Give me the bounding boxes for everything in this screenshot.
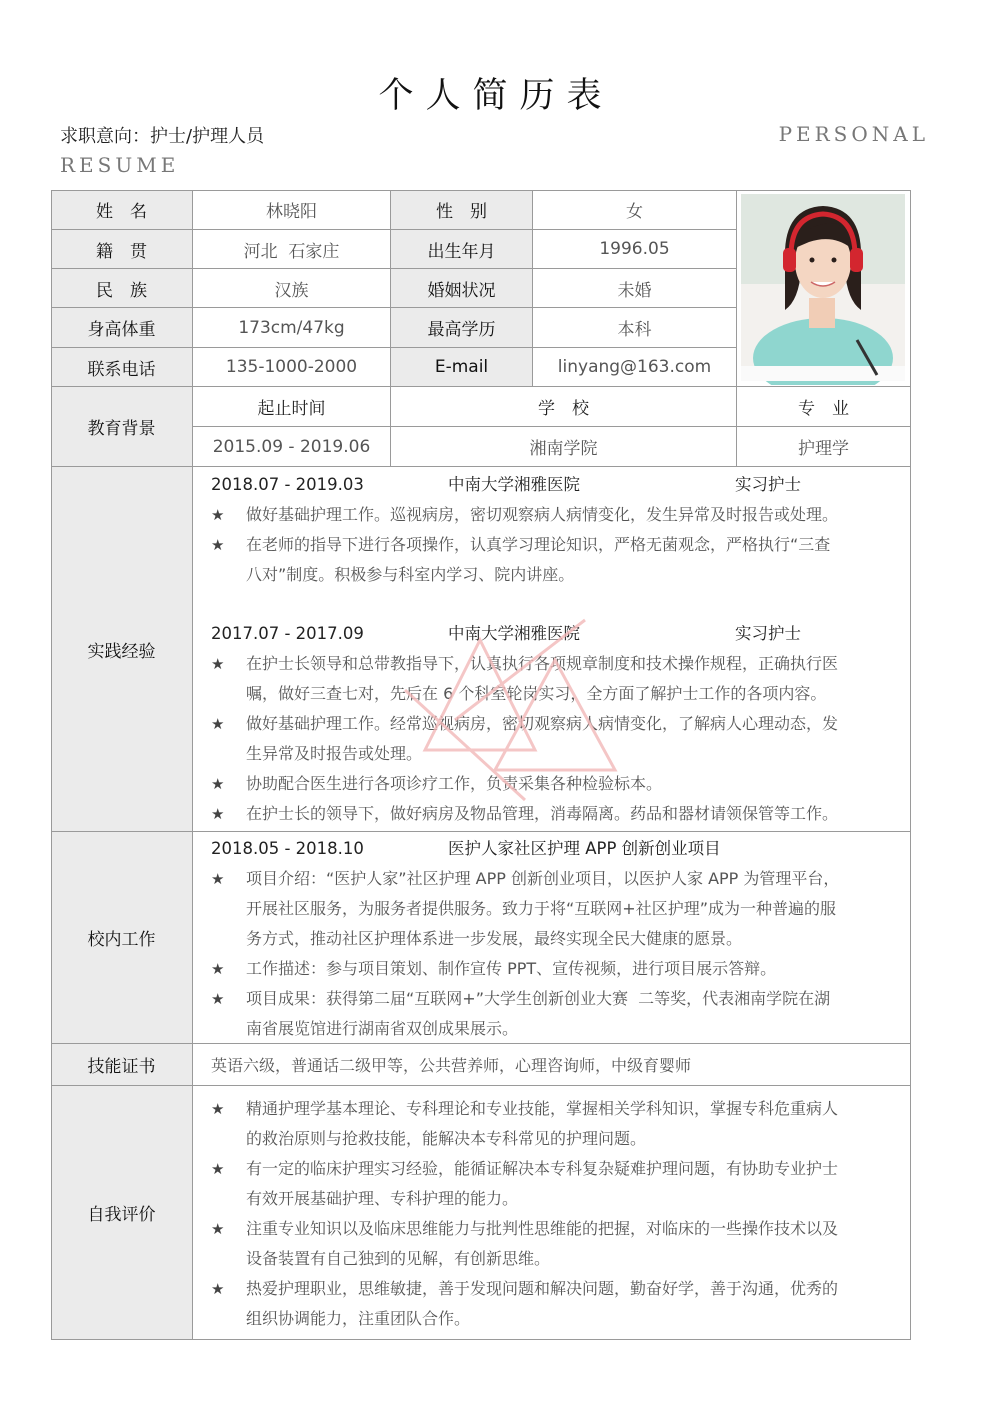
bullet-line: 的救治原则与抢救技能，能解决本专科常见的护理问题。 bbox=[246, 1129, 647, 1148]
education-major: 护理学 bbox=[737, 427, 911, 467]
name-value: 林晓阳 bbox=[193, 190, 391, 230]
bullet-line: 开展社区服务，为服务者提供服务。致力于将“互联网+社区护理”成为一种普遍的服 bbox=[246, 899, 836, 918]
practice-entry-header bbox=[211, 470, 900, 500]
list-item bbox=[211, 954, 900, 984]
bullet-line: 做好基础护理工作。巡视病房，密切观察病人病情变化，发生异常及时报告或处理。 bbox=[246, 505, 839, 524]
marital-value: 未婚 bbox=[533, 269, 737, 308]
campus-date: 2018.05 - 2018.10 bbox=[211, 839, 364, 858]
birth-value: 1996.05 bbox=[533, 230, 737, 269]
star-icon: ★ bbox=[211, 1100, 225, 1118]
skills-value: 英语六级，普通话二级甲等，公共营养师，心理咨询师，中级育婴师 bbox=[193, 1044, 911, 1086]
bullet-line: 设备装置有自己独到的见解，有创新思维。 bbox=[246, 1249, 551, 1268]
campus-content bbox=[193, 832, 911, 1044]
bullet-line: 精通护理学基本理论、专科理论和专业技能，掌握相关学科知识，掌握专科危重病人 bbox=[246, 1099, 839, 1118]
bullet-line: 务方式，推动社区护理体系进一步发展，最终实现全民大健康的愿景。 bbox=[246, 929, 743, 948]
practice-entry-role: 实习护士 bbox=[735, 475, 801, 494]
bullet-line: 嘱，做好三查七对，先后在 6 个科室轮岗实习，全方面了解护士工作的各项内容。 bbox=[246, 684, 827, 703]
campus-label: 校内工作 bbox=[51, 832, 193, 1044]
personal-heading: PERSONAL bbox=[778, 122, 929, 146]
campus-project: 医护人家社区护理 APP 创新创业项目 bbox=[448, 839, 721, 858]
practice-entry-date: 2018.07 - 2019.03 bbox=[211, 475, 364, 494]
list-item bbox=[211, 709, 900, 769]
bullet-line: 八对”制度。积极参与科室内学习、院内讲座。 bbox=[246, 565, 575, 584]
star-icon: ★ bbox=[211, 775, 225, 793]
practice-entry-org: 中南大学湘雅医院 bbox=[448, 475, 580, 494]
job-intent: 求职意向：护士/护理人员 bbox=[60, 126, 265, 147]
bullet-line: 在老师的指导下进行各项操作，认真学习理论知识，严格无菌观念，严格执行“三查 bbox=[246, 535, 831, 554]
list-item bbox=[211, 864, 900, 954]
bullet-line: 做好基础护理工作。经常巡视病房，密切观察病人病情变化，了解病人心理动态，发 bbox=[246, 714, 839, 733]
list-item bbox=[211, 1274, 900, 1334]
practice-entry-date: 2017.07 - 2017.09 bbox=[211, 624, 364, 643]
resume-heading: RESUME bbox=[60, 153, 180, 177]
self-content bbox=[193, 1086, 911, 1340]
phone-value: 135-1000-2000 bbox=[193, 348, 391, 387]
page-title: 个人简历表 bbox=[378, 76, 614, 116]
list-item bbox=[211, 1214, 900, 1274]
star-icon: ★ bbox=[211, 1220, 225, 1238]
phone-label: 联系电话 bbox=[51, 348, 193, 387]
list-item bbox=[211, 799, 900, 829]
education-col-school: 学 校 bbox=[391, 387, 737, 427]
education-school: 湘南学院 bbox=[391, 427, 737, 467]
list-item bbox=[211, 1154, 900, 1214]
star-icon: ★ bbox=[211, 1160, 225, 1178]
practice-content bbox=[193, 467, 911, 832]
body-value: 173cm/47kg bbox=[193, 308, 391, 348]
bullet-line: 有效开展基础护理、专科护理的能力。 bbox=[246, 1189, 519, 1208]
education-time: 2015.09 - 2019.06 bbox=[193, 427, 391, 467]
bullet-line: 生异常及时报告或处理。 bbox=[246, 744, 423, 763]
list-item bbox=[211, 530, 900, 590]
star-icon: ★ bbox=[211, 655, 225, 673]
email-value: linyang@163.com bbox=[533, 348, 737, 387]
marital-label: 婚姻状况 bbox=[391, 269, 533, 308]
list-item bbox=[211, 984, 900, 1044]
star-icon: ★ bbox=[211, 715, 225, 733]
bullet-line: 热爱护理职业，思维敏捷，善于发现问题和解决问题，勤奋好学，善于沟通，优秀的 bbox=[246, 1279, 839, 1298]
star-icon: ★ bbox=[211, 960, 225, 978]
list-item bbox=[211, 1094, 900, 1154]
skills-label: 技能证书 bbox=[51, 1044, 193, 1086]
ethnic-value: 汉族 bbox=[193, 269, 391, 308]
bullet-line: 在护士长领导和总带教指导下，认真执行各项规章制度和技术操作规程，正确执行医 bbox=[246, 654, 839, 673]
gender-value: 女 bbox=[533, 190, 737, 230]
practice-entry-role: 实习护士 bbox=[735, 624, 801, 643]
bullet-line: 在护士长的领导下，做好病房及物品管理，消毒隔离。药品和器材请领保管等工作。 bbox=[246, 804, 839, 823]
list-item bbox=[211, 769, 900, 799]
origin-label: 籍 贯 bbox=[51, 230, 193, 269]
star-icon: ★ bbox=[211, 990, 225, 1008]
campus-header bbox=[211, 834, 900, 864]
origin-value: 河北 石家庄 bbox=[193, 230, 391, 269]
bullet-line: 项目介绍：“医护人家”社区护理 APP 创新创业项目，以医护人家 APP 为管理平台， bbox=[246, 869, 840, 888]
education-col-major: 专 业 bbox=[737, 387, 911, 427]
practice-entry-org: 中南大学湘雅医院 bbox=[448, 624, 580, 643]
star-icon: ★ bbox=[211, 805, 225, 823]
bullet-line: 有一定的临床护理实习经验，能循证解决本专科复杂疑难护理问题，有协助专业护士 bbox=[246, 1159, 839, 1178]
profile-photo-image bbox=[737, 190, 909, 385]
bullet-line: 注重专业知识以及临床思维能力与批判性思维能的把握，对临床的一些操作技术以及 bbox=[246, 1219, 839, 1238]
body-label: 身高体重 bbox=[51, 308, 193, 348]
bullet-line: 南省展览馆进行湖南省双创成果展示。 bbox=[246, 1019, 519, 1038]
star-icon: ★ bbox=[211, 870, 225, 888]
bullet-line: 组织协调能力，注重团队合作。 bbox=[246, 1309, 471, 1328]
ethnic-label: 民 族 bbox=[51, 269, 193, 308]
bullet-line: 工作描述：参与项目策划、制作宣传 PPT、宣传视频，进行项目展示答辩。 bbox=[246, 959, 777, 978]
education-label: 教育背景 bbox=[51, 387, 193, 467]
bullet-line: 项目成果：获得第二届“互联网+”大学生创新创业大赛 二等奖，代表湘南学院在湖 bbox=[246, 989, 831, 1008]
education-col-time: 起止时间 bbox=[193, 387, 391, 427]
degree-value: 本科 bbox=[533, 308, 737, 348]
name-label: 姓 名 bbox=[51, 190, 193, 230]
list-item bbox=[211, 500, 900, 530]
profile-photo bbox=[737, 190, 911, 387]
star-icon: ★ bbox=[211, 1280, 225, 1298]
star-icon: ★ bbox=[211, 536, 225, 554]
self-label: 自我评价 bbox=[51, 1086, 193, 1340]
resume-table bbox=[51, 190, 911, 1340]
star-icon: ★ bbox=[211, 506, 225, 524]
gender-label: 性 别 bbox=[391, 190, 533, 230]
email-label: E-mail bbox=[391, 348, 533, 387]
practice-label: 实践经验 bbox=[51, 467, 193, 832]
list-item bbox=[211, 649, 900, 709]
practice-entry-header bbox=[211, 619, 900, 649]
degree-label: 最高学历 bbox=[391, 308, 533, 348]
birth-label: 出生年月 bbox=[391, 230, 533, 269]
bullet-line: 协助配合医生进行各项诊疗工作，负责采集各种检验标本。 bbox=[246, 774, 663, 793]
